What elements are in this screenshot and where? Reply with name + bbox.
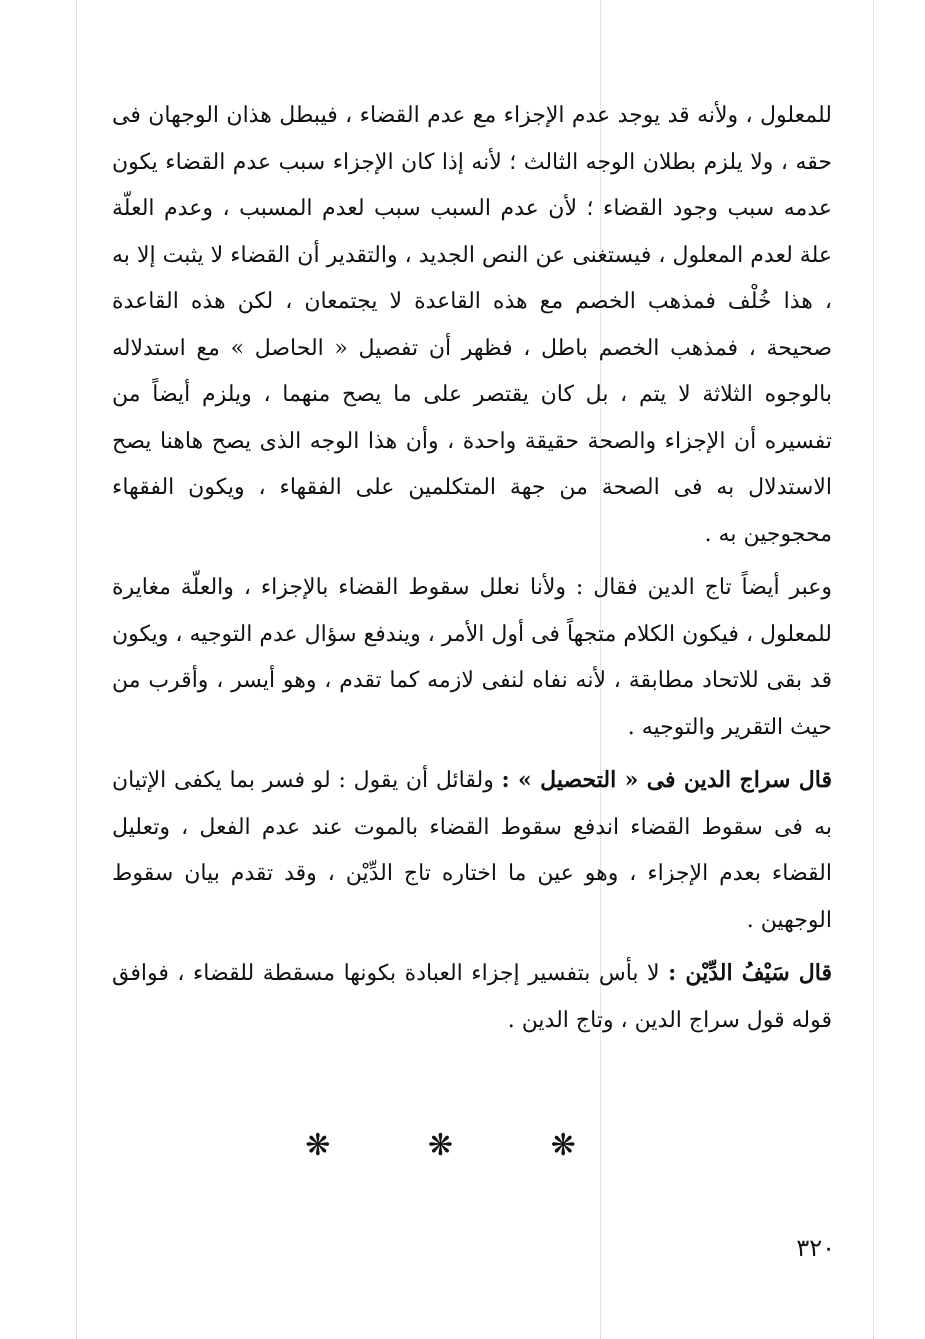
paragraph-1: [112, 92, 832, 558]
paragraph-text: وعبر أيضاً تاج الدين فقال : ولأنا نعلل سقوط القضاء بالإجزاء ، والعلّة مغايرة للمعلول ، فيكون الكلام متجهاً فى أول الأمر ، ويندفع سؤال عدم التوجيه ، ويكون قد بقى للاتحاد مطابقة ، لأنه نفاه لنفى لازمه كما تقدم ، وهو أيسر ، وأقرب من حيث التقرير والتوجيه .: [112, 575, 832, 740]
paragraph-4: [112, 950, 832, 1044]
paragraph-lead: قال سَيْفُ الدِّيْن :: [668, 960, 832, 986]
paragraph-2: [112, 564, 832, 751]
paragraph-text: ولقائل أن يقول : لو فسر بما يكفى الإتيان به فى سقوط القضاء اندفع سقوط القضاء بالموت عند عدم الفعل ، وتعليل القضاء بعدم الإجزاء ، وهو عين ما اختاره تاج الدِّيْن ، وقد تقدم بيان سقوط الوجهين .: [112, 768, 832, 933]
paragraph-text: لا بأس بتفسير إجزاء العبادة بكونها مسقطة للقضاء ، فوافق قوله قول سراج الدين ، وتاج الدين .: [112, 961, 832, 1033]
section-separator: ❋ ❋ ❋: [305, 1128, 620, 1163]
paragraph-lead: قال سراج الدين فى « التحصيل » :: [501, 767, 832, 793]
page-number: ٣٢٠: [796, 1234, 835, 1262]
paragraph-3: [112, 757, 832, 944]
body-text: [112, 92, 832, 1044]
paragraph-text: للمعلول ، ولأنه قد يوجد عدم الإجزاء مع عدم القضاء ، فيبطل هذان الوجهان فى حقه ، ولا يلزم بطلان الوجه الثالث ؛ لأنه إذا كان الإجزاء سبب عدم القضاء يكون عدمه سبب وجود القضاء ؛ لأن عدم السبب سبب لعدم المسبب ، وعدم العلّة علة لعدم المعلول ، فيستغنى عن النص الجديد ، والتقدير أن القضاء لا يثبت إلا به ، هذا خُلْف فمذهب الخصم مع هذه القاعدة لا يجتمعان ، لكن هذه القاعدة صحيحة ، فمذهب الخصم باطل ، فظهر أن تفصيل « الحاصل » مع استدلاله بالوجوه الثلاثة لا يتم ، بل كان يقتصر على ما يصح منهما ، ويلزم أيضاً من تفسيره أن الإجزاء والصحة حقيقة واحدة ، وأن هذا الوجه الذى يصح هاهنا يصح الاستدلال به فى الصحة من جهة المتكلمين على الفقهاء ، ويكون الفقهاء محجوجين به .: [112, 103, 832, 547]
